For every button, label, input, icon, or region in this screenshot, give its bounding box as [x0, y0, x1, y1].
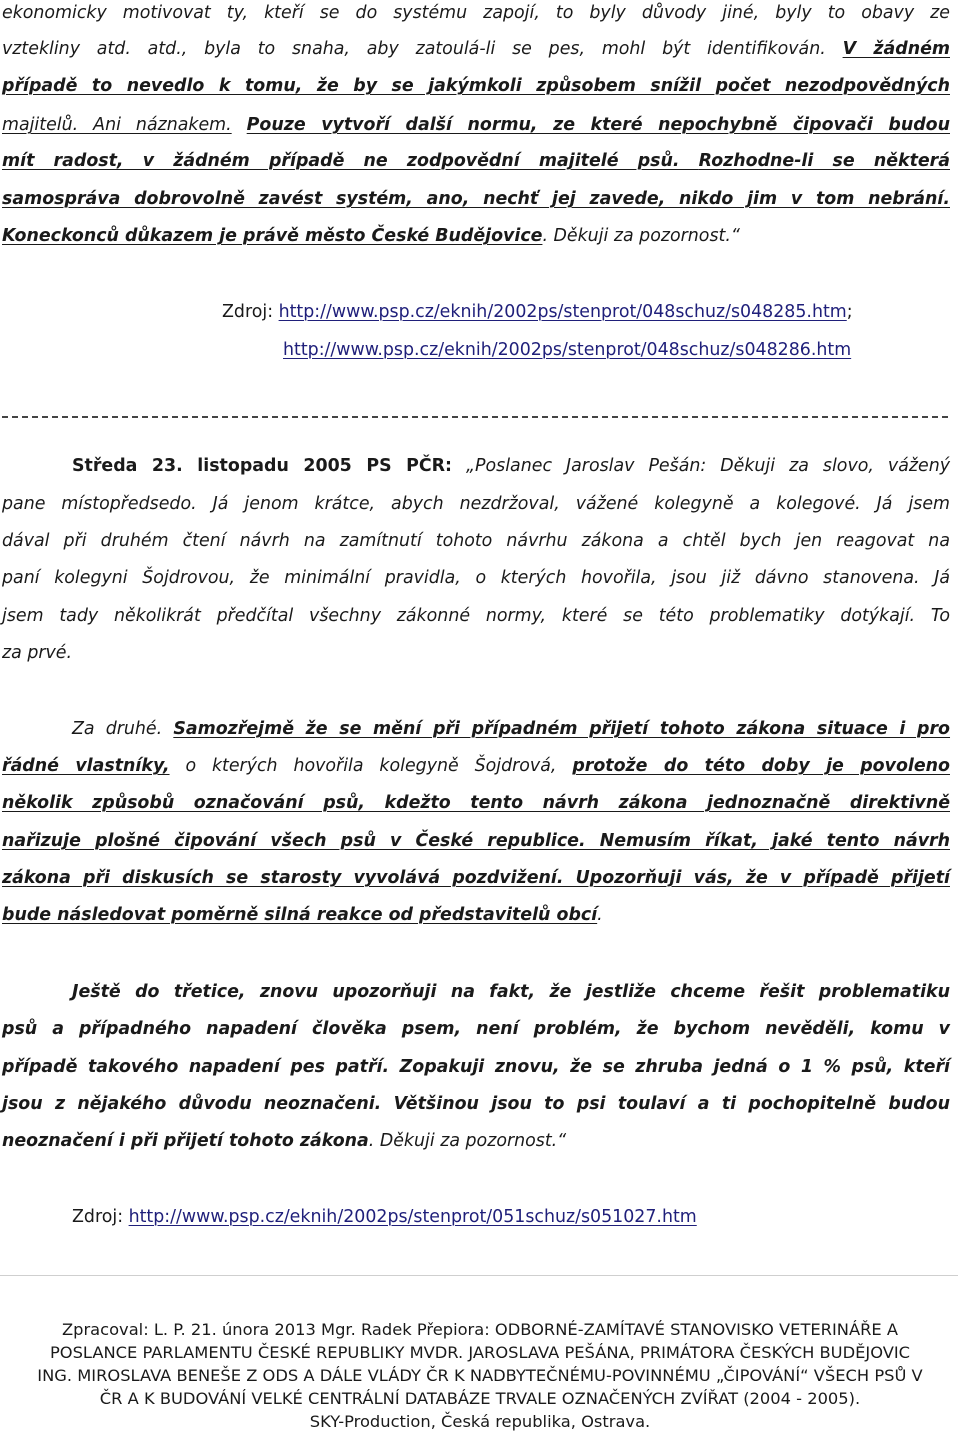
text-line: Za druhé. Samozřejmě že se mění při případném přijetí tohoto zákona situace i pro — [72, 719, 951, 739]
text-line: paní kolegyni Šojdrovou, že minimální pravidla, o kterých hovořila, jsou již dávno stanovena. Já — [2, 568, 950, 588]
source-label: Zdroj: — [72, 1207, 124, 1227]
text-line: vztekliny atd. atd., byla to snaha, aby zatoulá-li se pes, mohl být identifikován. V žádném — [2, 39, 950, 59]
text-line: za prvé. — [2, 643, 73, 663]
source-link[interactable]: http://www.psp.cz/eknih/2002ps/stenprot/048schuz/s048285.htm — [278, 302, 847, 322]
text-line: řádné vlastníky, o kterých hovořila kolegyně Šojdrová, protože do této doby je povoleno — [2, 756, 950, 776]
source-label: Zdroj: — [222, 302, 274, 322]
text-line: neoznačení i při přijetí tohoto zákona. Děkuji za pozornost.“ — [2, 1131, 567, 1151]
source-line: Zdroj: http://www.psp.cz/eknih/2002ps/stenprot/048schuz/s048285.htm; — [222, 302, 853, 322]
text-line: několik způsobů označování psů, kdežto tento návrh zákona jednoznačně direktivně — [2, 793, 950, 813]
dashed-divider — [2, 416, 948, 418]
source-link[interactable]: http://www.psp.cz/eknih/2002ps/stenprot/048schuz/s048286.htm — [283, 340, 852, 360]
text-line: mít radost, v žádném případě ne zodpovědní majitelé psů. Rozhodne-li se některá — [2, 151, 950, 171]
footer-line: SKY-Production, Česká republika, Ostrava. — [309, 1412, 651, 1431]
footer-line: ING. MIROSLAVA BENEŠE Z ODS A DÁLE VLÁDY ČR K NADBYTEČNÉMU-POVINNÉMU „ČIPOVÁNÍ“ VŠECH PSŮ V — [37, 1366, 923, 1385]
text-line: jsou z nějakého důvodu neoznačeni. Většinou jsou to psi toulaví a ti pochopitelně budou — [2, 1094, 950, 1114]
text-line: dával při druhém čtení návrh na zamítnutí tohoto návrhu zákona a chtěl bych jen reagovat na — [2, 531, 950, 551]
source-line — [72, 1206, 697, 1228]
text-line: ekonomicky motivovat ty, kteří se do systému zapojí, to byly důvody jiné, byly to obavy ze — [2, 3, 950, 23]
text-line: Ještě do třetice, znovu upozorňuji na fakt, že jestliže chceme řešit problematiku — [72, 982, 950, 1002]
text-line: Středa 23. listopadu 2005 PS PČR: „Poslanec Jaroslav Pešán: Děkuji za slovo, vážený — [72, 456, 951, 476]
session-date: Středa 23. listopadu 2005 PS PČR: — [72, 456, 452, 476]
source-link[interactable]: http://www.psp.cz/eknih/2002ps/stenprot/051schuz/s051027.htm — [128, 1207, 697, 1227]
text-line: nařizuje plošné čipování všech psů v České republice. Nemusím říkat, jaké tento návrh — [2, 831, 950, 851]
text-line: majitelů. Ani náznakem. Pouze vytvoří další normu, ze které nepochybně čipovači budou — [2, 115, 950, 135]
text-line: případě takového napadení pes patří. Zopakuji znovu, že se zhruba jedná o 1 % psů, kteří — [2, 1057, 950, 1077]
text-line: pane místopředsedo. Já jenom krátce, abych nezdržoval, vážené kolegyně a kolegové. Já jsem — [2, 494, 950, 514]
footer-line: POSLANCE PARLAMENTU ČESKÉ REPUBLIKY MVDR. JAROSLAVA PEŠÁNA, PRIMÁTORA ČESKÝCH BUDĚJOVIC — [49, 1343, 911, 1362]
footer-line: Zpracoval: L. P. 21. února 2013 Mgr. Radek Přepiora: ODBORNÉ-ZAMÍTAVÉ STANOVISKO VETERINÁŘE A — [61, 1320, 899, 1339]
text-line: zákona při diskusích se starosty vyvolává pozdvižení. Upozorňuji vás, že v případě přijetí — [2, 868, 950, 888]
text-line: samospráva dobrovolně zavést systém, ano, nechť jej zavede, nikdo jim v tom nebrání. — [2, 189, 950, 209]
text-line: případě to nevedlo k tomu, že by se jakýmkoli způsobem snížil počet nezodpovědných — [2, 76, 950, 96]
footer-divider — [0, 1275, 958, 1276]
text-line: bude následovat poměrně silná reakce od představitelů obcí. — [2, 905, 603, 925]
text-line: Koneckonců důkazem je právě město České Budějovice. Děkuji za pozornost.“ — [2, 226, 740, 246]
text-line: psů a případného napadení člověka psem, není problém, že bychom nevěděli, komu v — [2, 1019, 950, 1039]
footer-line: ČR A K BUDOVÁNÍ VELKÉ CENTRÁLNÍ DATABÁZE TRVALE OZNAČENÝCH ZVÍŘAT (2004 - 2005). — [99, 1389, 861, 1408]
text-line: jsem tady několikrát předčítal všechny zákonné normy, které se této problematiky dotýkají. To — [2, 606, 950, 626]
source-line — [283, 339, 851, 361]
